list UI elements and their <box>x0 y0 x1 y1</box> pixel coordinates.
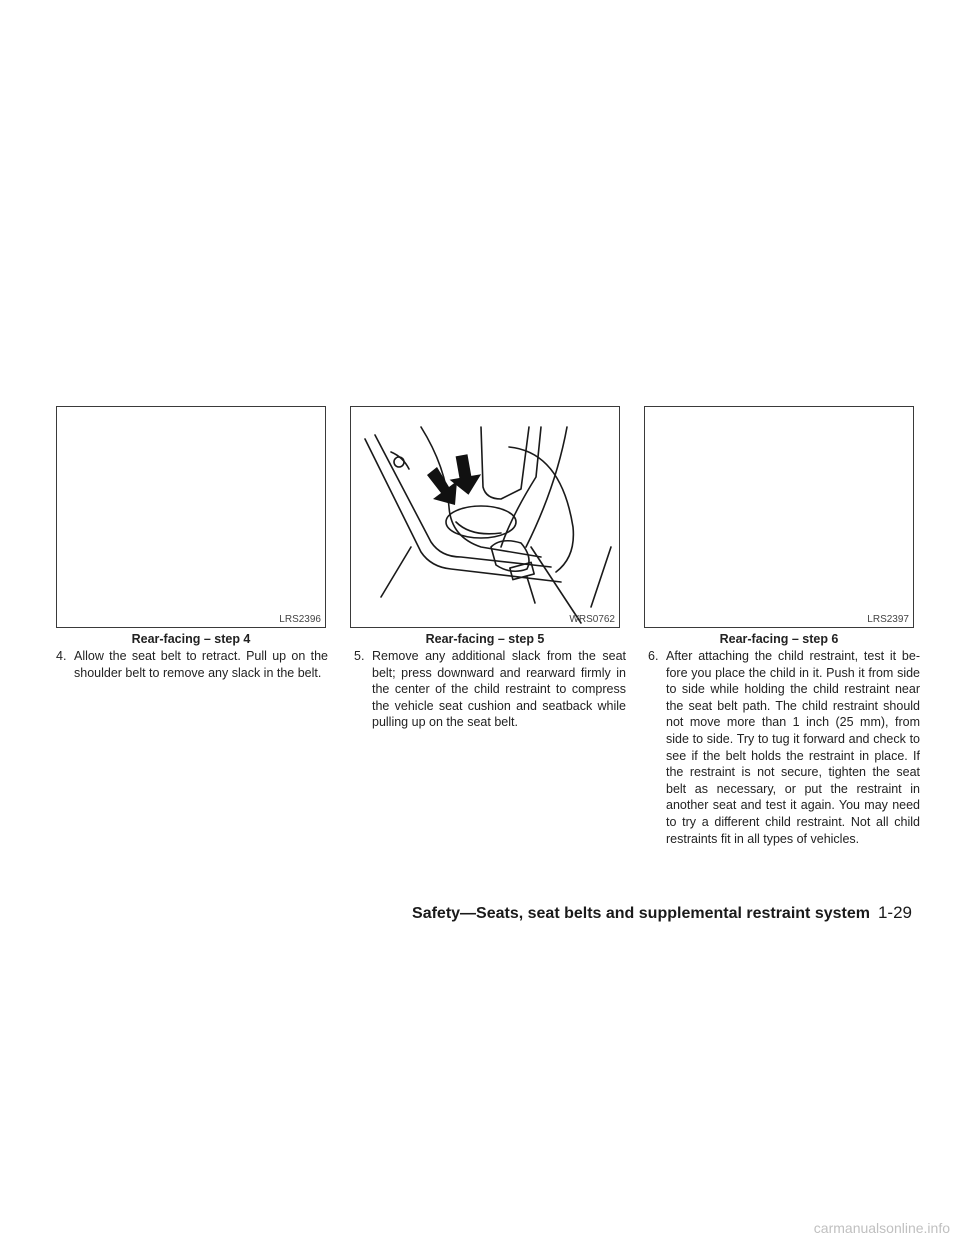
figure-caption: Rear-facing – step 4 <box>131 632 251 646</box>
step-number: 6. <box>648 649 659 663</box>
figure-code: LRS2397 <box>867 614 909 625</box>
step-body: Remove any additional slack from the seat belt; press downward and rearward firmly in the center of the child restraint to compress the vehicle seat cushion and seatback while pulling up on the seat belt. <box>372 649 626 730</box>
figure-caption: Rear-facing – step 6 <box>719 632 839 646</box>
watermark: carmanualsonline.info <box>813 1220 950 1236</box>
figure-step-5 <box>350 406 620 628</box>
child-restraint-illustration <box>351 407 619 627</box>
page-footer <box>412 903 912 923</box>
step-body: After attaching the child restraint, test it be-fore you place the child in it. Push it from side to side while holding the child restraint near the seat belt path. The child restraint should not move more than 1 inch (25 mm), from side to side. Try to tug it forward and check to see if the belt holds the restraint in place. If the restraint is not secure, tighten the seat belt as necessary, or put the restraint in another seat and test it again. You may need to try a different child restraint. Not all child restraints fit in all types of vehicles. <box>666 649 920 846</box>
page-number: 1-29 <box>877 903 912 922</box>
step-6-text <box>648 648 920 847</box>
step-number: 4. <box>56 649 67 663</box>
figure-code: LRS2396 <box>279 614 321 625</box>
step-number: 5. <box>354 649 365 663</box>
figure-code: WRS0762 <box>569 614 615 625</box>
step-4-text <box>56 648 328 681</box>
section-title: Safety—Seats, seat belts and supplemental restraint system <box>412 905 870 922</box>
figure-step-6 <box>644 406 914 628</box>
figure-caption: Rear-facing – step 5 <box>425 632 545 646</box>
step-5-text <box>354 648 626 731</box>
figure-step-4 <box>56 406 326 628</box>
step-body: Allow the seat belt to retract. Pull up on the shoulder belt to remove any slack in the belt. <box>74 649 328 680</box>
